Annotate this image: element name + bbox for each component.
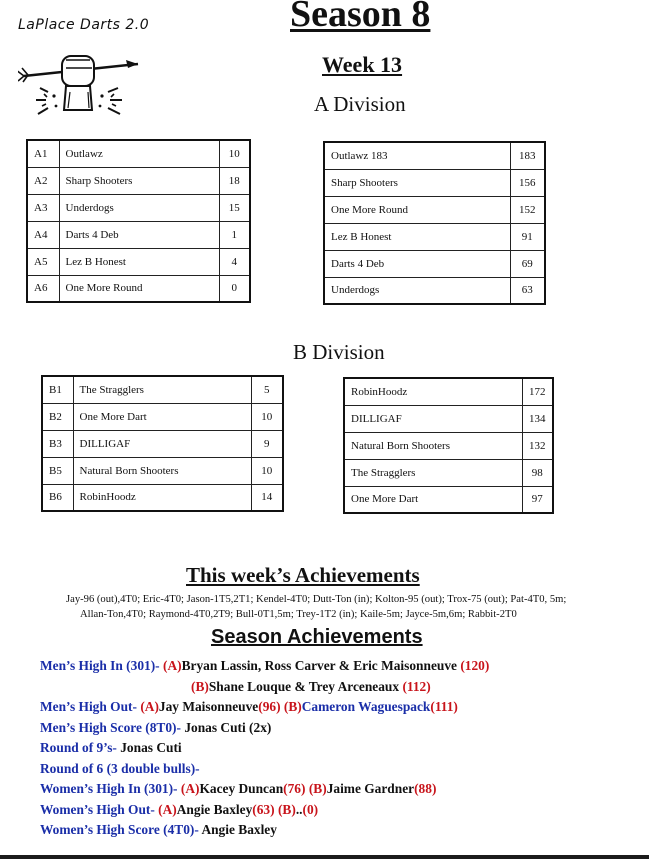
womens-high-score-row <box>40 822 277 838</box>
womens-high-out-row <box>40 802 318 818</box>
team-cell: RobinHoodz <box>73 484 251 511</box>
weekly-achievements-line: Allan-Ton,4T0; Raymond-4T0,2T9; Bull-0T1,5m; Trey-1T2 (in); Kaile-5m; Jayce-5m,6m; Rabbit-2T0 <box>80 609 517 620</box>
table-row <box>324 250 545 277</box>
week-title: Week 13 <box>322 52 403 77</box>
achievement-label: Men’s High In (301)- <box>40 658 163 673</box>
score-cell: 4 <box>219 248 250 275</box>
table-row <box>42 430 283 457</box>
mens-high-score-row <box>40 720 271 736</box>
round-of-9-row <box>40 740 182 756</box>
points-cell: 98 <box>522 459 553 486</box>
womens-high-in-row <box>40 781 436 797</box>
achiever-name: Jonas Cuti (2x) <box>184 720 272 735</box>
weekly-achievements-line: Jay-96 (out),4T0; Eric-4T0; Jason-1T5,2T1; Kendel-4T0; Dutt-Ton (in); Kolton-95 (out); Trox-75 (out); Pat-4T0, 5m; <box>66 594 567 605</box>
team-cell: Sharp Shooters <box>324 169 510 196</box>
seed-cell: A1 <box>27 140 59 167</box>
b-division-title: B Division <box>293 340 385 364</box>
a-division-title: A Division <box>314 92 406 116</box>
achievement-score: (63) <box>252 802 278 817</box>
team-cell: The Stragglers <box>344 459 522 486</box>
achievement-label: Women’s High Score (4T0)- <box>40 822 202 837</box>
team-cell: Darts 4 Deb <box>59 221 219 248</box>
points-cell: 132 <box>522 432 553 459</box>
table-row <box>42 484 283 511</box>
table-row <box>324 169 545 196</box>
team-cell: One More Dart <box>73 403 251 430</box>
table-row <box>344 405 553 432</box>
team-cell: Natural Born Shooters <box>344 432 522 459</box>
score-cell: 10 <box>251 403 283 430</box>
seed-cell: A3 <box>27 194 59 221</box>
points-cell: 91 <box>510 223 545 250</box>
achiever-name: Jaime Gardner <box>326 781 415 796</box>
team-cell: One More Dart <box>344 486 522 513</box>
team-cell: Sharp Shooters <box>59 167 219 194</box>
division-tag: (B) <box>191 679 209 694</box>
team-cell: Underdogs <box>324 277 510 304</box>
seed-cell: B6 <box>42 484 73 511</box>
achievement-label: Women’s High Out- <box>40 802 159 817</box>
achievement-label: Women’s High In (301)- <box>40 781 181 796</box>
table-row <box>344 459 553 486</box>
achiever-name: Cameron Waguespack <box>301 699 431 714</box>
division-tag: (B) <box>283 699 302 714</box>
team-cell: Lez B Honest <box>324 223 510 250</box>
achiever-names: Shane Louque & Trey Arceneaux <box>208 679 403 694</box>
team-cell: Natural Born Shooters <box>73 457 251 484</box>
score-cell: 0 <box>219 275 250 302</box>
achievement-label: Men’s High Out- <box>40 699 141 714</box>
b-division-totals-table <box>343 377 554 514</box>
round-of-6-row <box>40 761 200 777</box>
table-row <box>27 194 250 221</box>
achievement-label: Men’s High Score (8T0)- <box>40 720 185 735</box>
bottom-rule <box>0 855 649 859</box>
table-row <box>344 432 553 459</box>
team-cell: The Stragglers <box>73 376 251 403</box>
achievement-score: (0) <box>302 802 319 817</box>
division-tag: (A) <box>180 781 200 796</box>
season-title: Season 8 <box>290 0 431 35</box>
table-row <box>42 403 283 430</box>
table-row <box>344 486 553 513</box>
score-cell: 18 <box>219 167 250 194</box>
table-row <box>27 275 250 302</box>
team-cell: One More Round <box>324 196 510 223</box>
team-cell: Outlawz 183 <box>324 142 510 169</box>
seed-cell: B1 <box>42 376 73 403</box>
b-division-standings-table <box>41 375 284 512</box>
team-cell: DILLIGAF <box>73 430 251 457</box>
table-row <box>344 378 553 405</box>
team-cell: Underdogs <box>59 194 219 221</box>
points-cell: 152 <box>510 196 545 223</box>
achievement-score: (111) <box>430 699 458 714</box>
achiever-name: Angie Baxley <box>201 822 277 837</box>
weekly-achievements-heading: This week’s Achievements <box>186 563 420 587</box>
mens-high-out-row <box>40 699 458 715</box>
achievement-label: Round of 6 (3 double bulls)- <box>40 761 200 776</box>
table-row <box>324 223 545 250</box>
a-division-totals-table <box>323 141 546 305</box>
score-cell: 14 <box>251 484 283 511</box>
seed-cell: B2 <box>42 403 73 430</box>
achievement-score: (112) <box>402 679 431 694</box>
achievement-label: Round of 9’s- <box>40 740 121 755</box>
score-cell: 5 <box>251 376 283 403</box>
achievement-score: (120) <box>460 658 490 673</box>
table-row <box>27 221 250 248</box>
points-cell: 97 <box>522 486 553 513</box>
score-cell: 10 <box>219 140 250 167</box>
mens-high-in-b-row <box>191 679 431 695</box>
table-row <box>324 277 545 304</box>
achievement-score: (96) <box>258 699 284 714</box>
table-row <box>324 196 545 223</box>
table-row <box>27 140 250 167</box>
table-row <box>42 376 283 403</box>
seed-cell: A5 <box>27 248 59 275</box>
achiever-name: .. <box>295 802 303 817</box>
fist-dart-logo <box>18 48 146 125</box>
table-row <box>27 248 250 275</box>
seed-cell: A4 <box>27 221 59 248</box>
division-tag: (B) <box>308 781 327 796</box>
score-cell: 1 <box>219 221 250 248</box>
seed-cell: B5 <box>42 457 73 484</box>
division-tag: (A) <box>140 699 159 714</box>
achiever-name: Jonas Cuti <box>120 740 182 755</box>
division-tag: (A) <box>163 658 182 673</box>
mens-high-in-row <box>40 658 489 674</box>
seed-cell: A6 <box>27 275 59 302</box>
achievement-score: (88) <box>414 781 437 796</box>
achiever-name: Kacey Duncan <box>199 781 284 796</box>
seed-cell: B3 <box>42 430 73 457</box>
score-cell: 15 <box>219 194 250 221</box>
points-cell: 69 <box>510 250 545 277</box>
score-cell: 10 <box>251 457 283 484</box>
score-cell: 9 <box>251 430 283 457</box>
division-tag: (A) <box>158 802 177 817</box>
achiever-name: Angie Baxley <box>176 802 253 817</box>
points-cell: 183 <box>510 142 545 169</box>
seed-cell: A2 <box>27 167 59 194</box>
league-name: LaPlace Darts 2.0 <box>18 17 150 33</box>
points-cell: 134 <box>522 405 553 432</box>
points-cell: 63 <box>510 277 545 304</box>
a-division-standings-table <box>26 139 251 303</box>
table-row <box>42 457 283 484</box>
season-achievements-heading: Season Achievements <box>211 626 423 648</box>
table-row <box>27 167 250 194</box>
team-cell: Lez B Honest <box>59 248 219 275</box>
team-cell: Outlawz <box>59 140 219 167</box>
achievement-score: (76) <box>283 781 309 796</box>
points-cell: 156 <box>510 169 545 196</box>
team-cell: One More Round <box>59 275 219 302</box>
table-row <box>324 142 545 169</box>
team-cell: RobinHoodz <box>344 378 522 405</box>
points-cell: 172 <box>522 378 553 405</box>
team-cell: Darts 4 Deb <box>324 250 510 277</box>
achiever-names: Bryan Lassin, Ross Carver & Eric Maisonneuve <box>181 658 461 673</box>
division-tag: (B) <box>277 802 296 817</box>
achiever-name: Jay Maisonneuve <box>158 699 259 714</box>
team-cell: DILLIGAF <box>344 405 522 432</box>
